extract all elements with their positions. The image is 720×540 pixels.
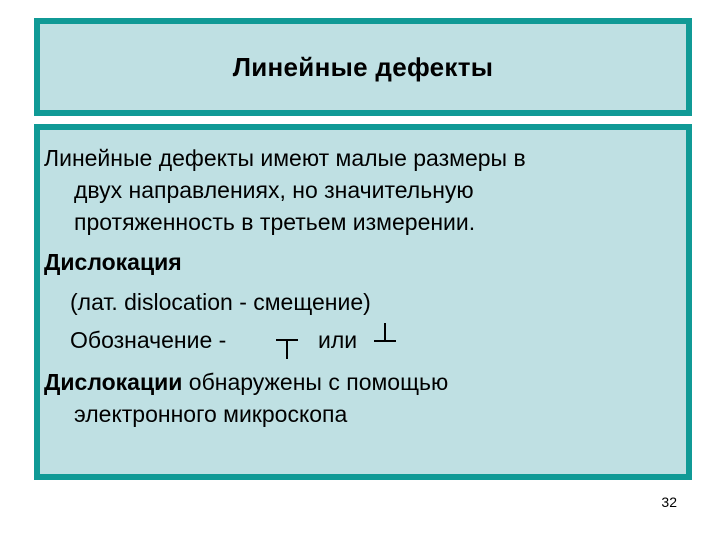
notation-prefix: Обозначение - bbox=[70, 327, 227, 353]
content-panel bbox=[34, 124, 692, 480]
title-panel bbox=[34, 18, 692, 116]
finding-text: обнаружены с помощью bbox=[182, 369, 449, 395]
dislocation-symbol-negative-icon bbox=[372, 322, 398, 344]
intro-line-1: Линейные дефекты имеют малые размеры в bbox=[44, 145, 526, 171]
dislocation-symbol-positive-icon bbox=[274, 338, 300, 360]
finding-line-2: электронного микроскопа bbox=[74, 401, 348, 427]
notation-or: или bbox=[318, 327, 358, 353]
finding-line-1 bbox=[44, 368, 448, 396]
finding-bold-term: Дислокации bbox=[44, 369, 183, 395]
page-number: 32 bbox=[661, 494, 677, 510]
term-heading: Дислокация bbox=[44, 249, 182, 275]
etymology-line: (лат. dislocation - смещение) bbox=[70, 289, 371, 315]
intro-line-3: протяженность в третьем измерении. bbox=[74, 209, 476, 235]
slide-title: Линейные дефекты bbox=[232, 51, 494, 82]
intro-line-2: двух направлениях, но значительную bbox=[74, 177, 474, 203]
